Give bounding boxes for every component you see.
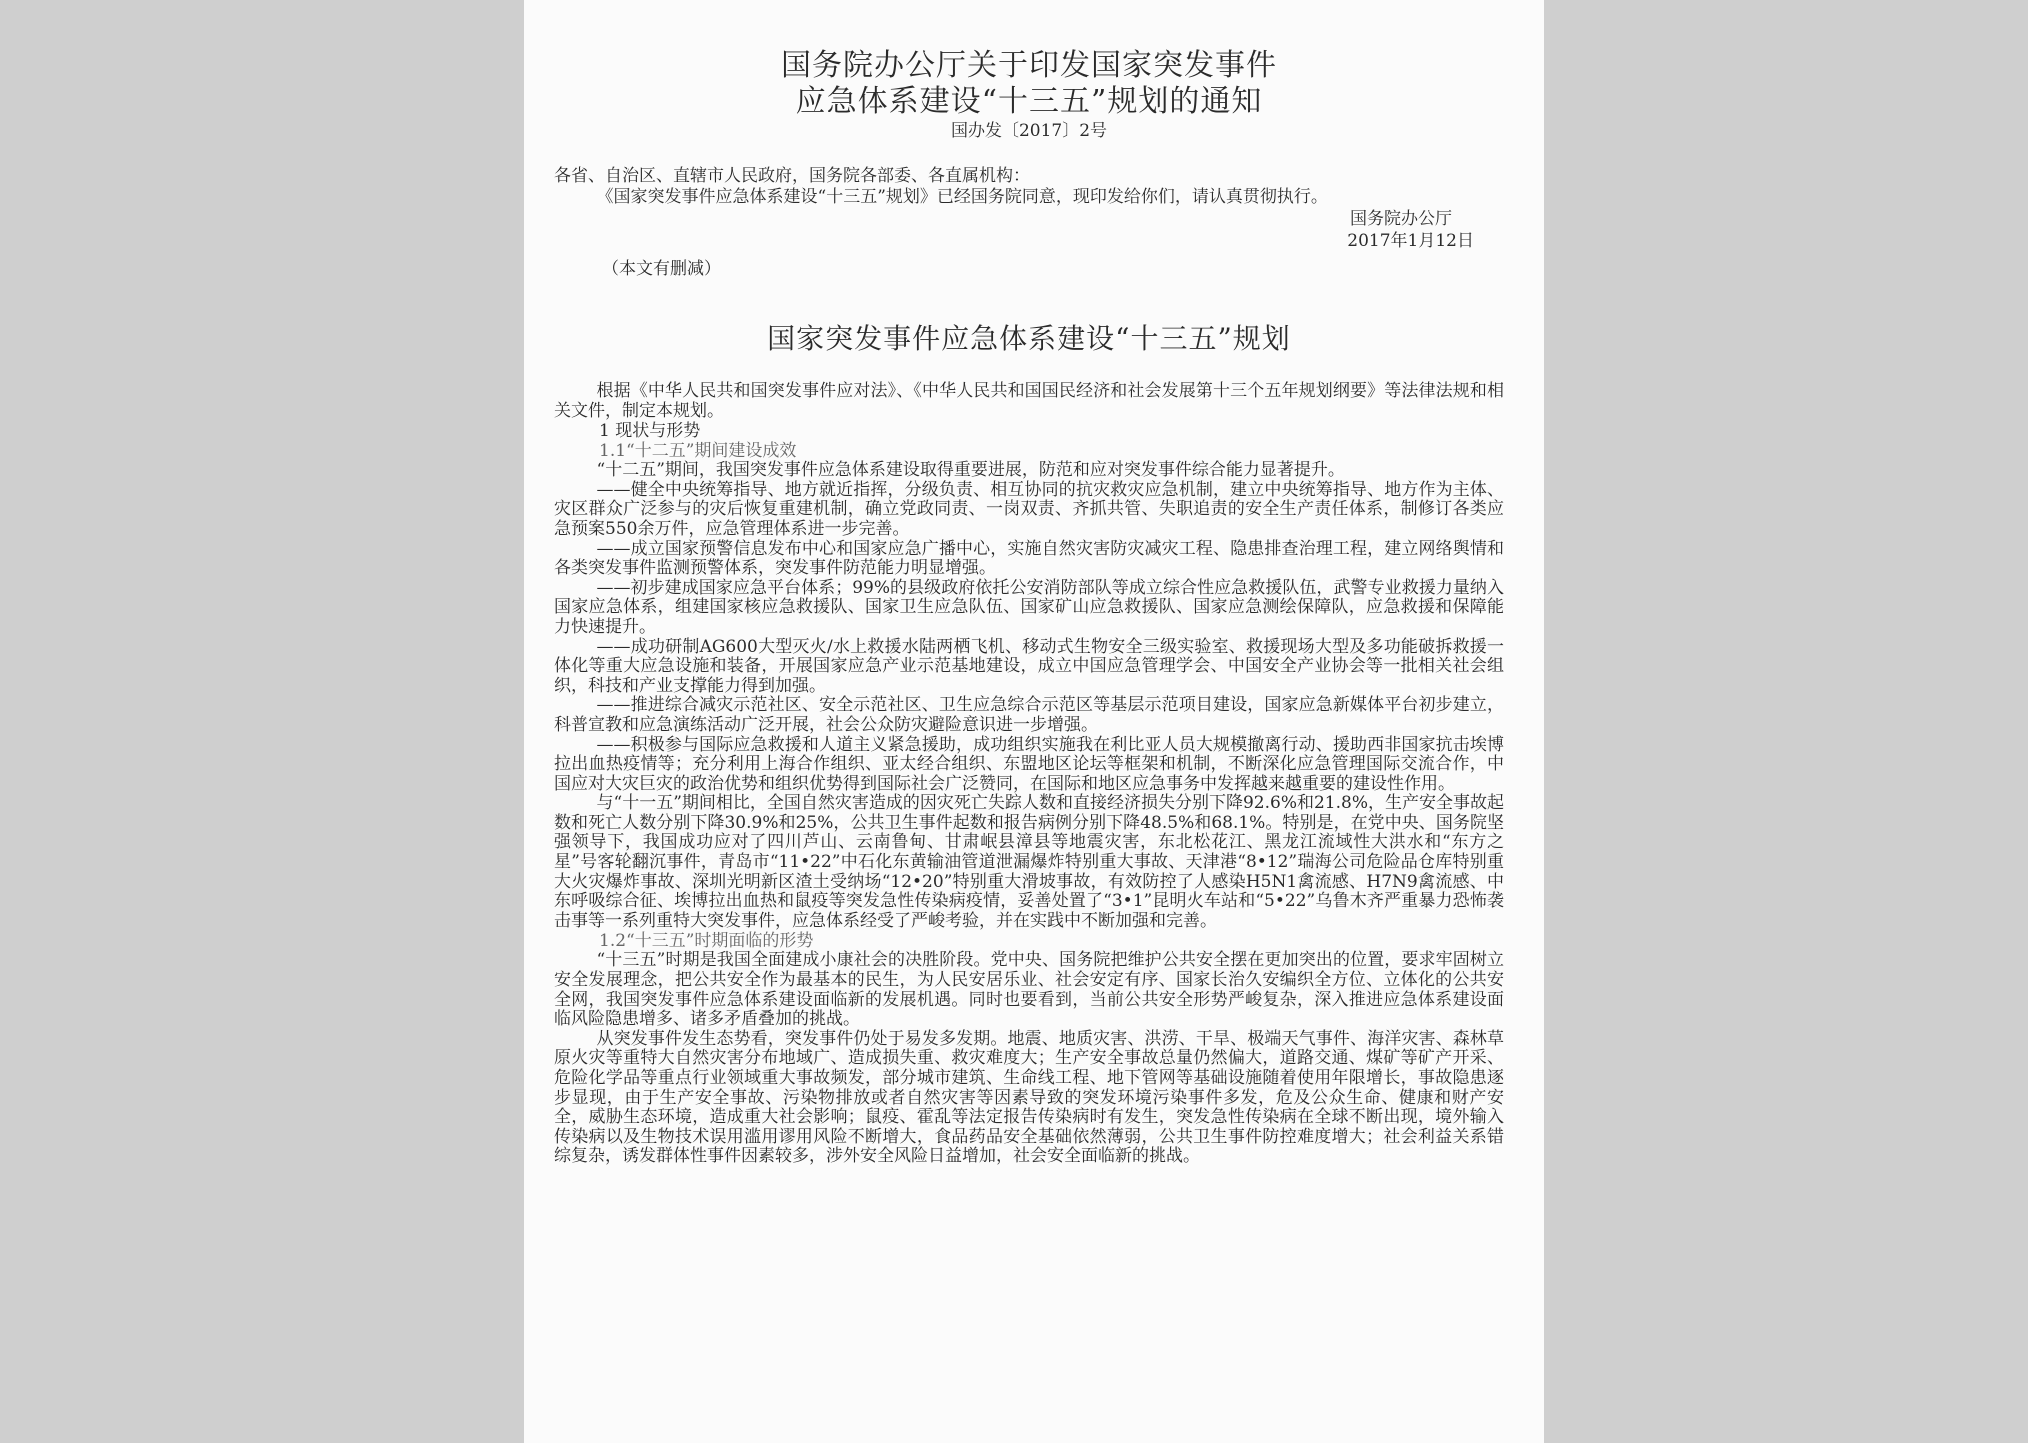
paragraph: ——初步建成国家应急平台体系；99%的县级政府依托公安消防部队等成立综合性应急救援队伍，武警专业救援力量纳入国家应急体系，组建国家核应急救援队、国家卫生应急队伍、国家矿山应急救援队、国家应急测绘保障队，应急救援和保障能力快速提升。 bbox=[554, 577, 1504, 637]
salutation: 各省、自治区、直辖市人民政府，国务院各部委、各直属机构： bbox=[554, 166, 1030, 186]
plan-title: 国家突发事件应急体系建设“十三五”规划 bbox=[767, 322, 1291, 355]
document-title-line-2: 应急体系建设“十三五”规划的通知 bbox=[795, 84, 1263, 119]
document-number: 国办发〔2017〕2号 bbox=[950, 121, 1108, 141]
paragraph: 与“十一五”期间相比，全国自然灾害造成的因灾死亡失踪人数和直接经济损失分别下降92.6%和21.8%，生产安全事故起数和死亡人数分别下降30.9%和25%，公共卫生事件起数和报告病例分别下降48.5%和68.1%。特别是，在党中央、国务院坚强领导下，我国成功应对了四川芦山、云南鲁甸、甘肃岷县漳县等地震灾害，东北松花江、黑龙江流域性大洪水和“东方之星”号客轮翻沉事件，青岛市“11•22”中石化东黄输油管道泄漏爆炸特别重大事故、天津港“8•12”瑞海公司危险品仓库特别重大火灾爆炸事故、深圳光明新区渣土受纳场“12•20”特别重大滑坡事故，有效防控了人感染H5N1禽流感、H7N9禽流感、中东呼吸综合征、埃博拉出血热和鼠疫等突发急性传染病疫情，妥善处置了“3•1”昆明火车站和“5•22”乌鲁木齐严重暴力恐怖袭击事等一系列重特大突发事件，应急体系经受了严峻考验，并在实践中不断加强和完善。 bbox=[554, 793, 1504, 931]
abridged-note: （本文有删减） bbox=[602, 259, 721, 279]
signature-date: 2017年1月12日 bbox=[1347, 231, 1474, 251]
paragraph: “十二五”期间，我国突发事件应急体系建设取得重要进展，防范和应对突发事件综合能力显著提升。 bbox=[596, 460, 1345, 481]
paragraph: ——成立国家预警信息发布中心和国家应急广播中心，实施自然灾害防灾减灾工程、隐患排查治理工程，建立网络舆情和各类突发事件监测预警体系，突发事件防范能力明显增强。 bbox=[554, 538, 1504, 579]
section-heading-1-1: 1.1“十二五”期间建设成效 bbox=[599, 441, 797, 462]
paragraph: ——成功研制AG600大型灭火/水上救援水陆两栖飞机、移动式生物安全三级实验室、救援现场大型及多功能破拆救援一体化等重大应急设施和装备，开展国家应急产业示范基地建设，成立中国应急管理学会、中国安全产业协会等一批相关社会组织，科技和产业支撑能力得到加强。 bbox=[554, 636, 1504, 696]
paragraph: ——积极参与国际应急救援和人道主义紧急援助，成功组织实施我在利比亚人员大规模撤离行动、援助西非国家抗击埃博拉出血热疫情等；充分利用上海合作组织、亚太经合组织、东盟地区论坛等框架和机制，不断深化应急管理国际交流合作，中国应对大灾巨灾的政治优势和组织优势得到国际社会广泛赞同，在国际和地区应急事务中发挥越来越重要的建设性作用。 bbox=[554, 734, 1504, 794]
paragraph: 从突发事件发生态势看，突发事件仍处于易发多发期。地震、地质灾害、洪涝、干旱、极端天气事件、海洋灾害、森林草原火灾等重特大自然灾害分布地域广、造成损失重、救灾难度大；生产安全事故总量仍然偏大，道路交通、煤矿等矿产开采、危险化学品等重点行业领域重大事故频发，部分城市建筑、生命线工程、地下管网等基础设施随着使用年限增长，事故隐患逐步显现，由于生产安全事故、污染物排放或者自然灾害等因素导致的突发环境污染事件多发，危及公众生命、健康和财产安全，威胁生态环境，造成重大社会影响；鼠疫、霍乱等法定报告传染病时有发生，突发急性传染病在全球不断出现，境外输入传染病以及生物技术误用滥用谬用风险不断增大，食品药品安全基础依然薄弱，公共卫生事件防控难度增大；社会利益关系错综复杂，诱发群体性事件因素较多，涉外安全风险日益增加，社会安全面临新的挑战。 bbox=[554, 1028, 1504, 1167]
paragraph: ——推进综合减灾示范社区、安全示范社区、卫生应急综合示范区等基层示范项目建设，国家应急新媒体平台初步建立，科普宣教和应急演练活动广泛开展，社会公众防灾避险意识进一步增强。 bbox=[554, 695, 1504, 735]
section-heading-1: 1 现状与形势 bbox=[599, 421, 701, 442]
notice-body: 《国家突发事件应急体系建设“十三五”规划》已经国务院同意，现印发给你们，请认真贯彻执行。 bbox=[596, 187, 1328, 207]
signatory: 国务院办公厅 bbox=[1350, 209, 1452, 229]
document-page bbox=[524, 0, 1544, 1443]
paragraph-intro: 根据《中华人民共和国突发事件应对法》、《中华人民共和国国民经济和社会发展第十三个五年规划纲要》等法律法规和相关文件，制定本规划。 bbox=[554, 381, 1504, 421]
document-title-line-1: 国务院办公厅关于印发国家突发事件 bbox=[781, 48, 1277, 83]
section-heading-1-2: 1.2“十三五”时期面临的形势 bbox=[599, 931, 814, 952]
paragraph: ——健全中央统筹指导、地方就近指挥，分级负责、相互协同的抗灾救灾应急机制，建立中央统筹指导、地方作为主体、灾区群众广泛参与的灾后恢复重建机制，确立党政同责、一岗双责、齐抓共管、失职追责的安全生产责任体系，制修订各类应急预案550余万件，应急管理体系进一步完善。 bbox=[554, 479, 1504, 539]
paragraph: “十三五”时期是我国全面建成小康社会的决胜阶段。党中央、国务院把维护公共安全摆在更加突出的位置，要求牢固树立安全发展理念，把公共安全作为最基本的民生，为人民安居乐业、社会安定有序、国家长治久安编织全方位、立体化的公共安全网，我国突发事件应急体系建设面临新的发展机遇。同时也要看到，当前公共安全形势严峻复杂，深入推进应急体系建设面临风险隐患增多、诸多矛盾叠加的挑战。 bbox=[554, 950, 1504, 1030]
